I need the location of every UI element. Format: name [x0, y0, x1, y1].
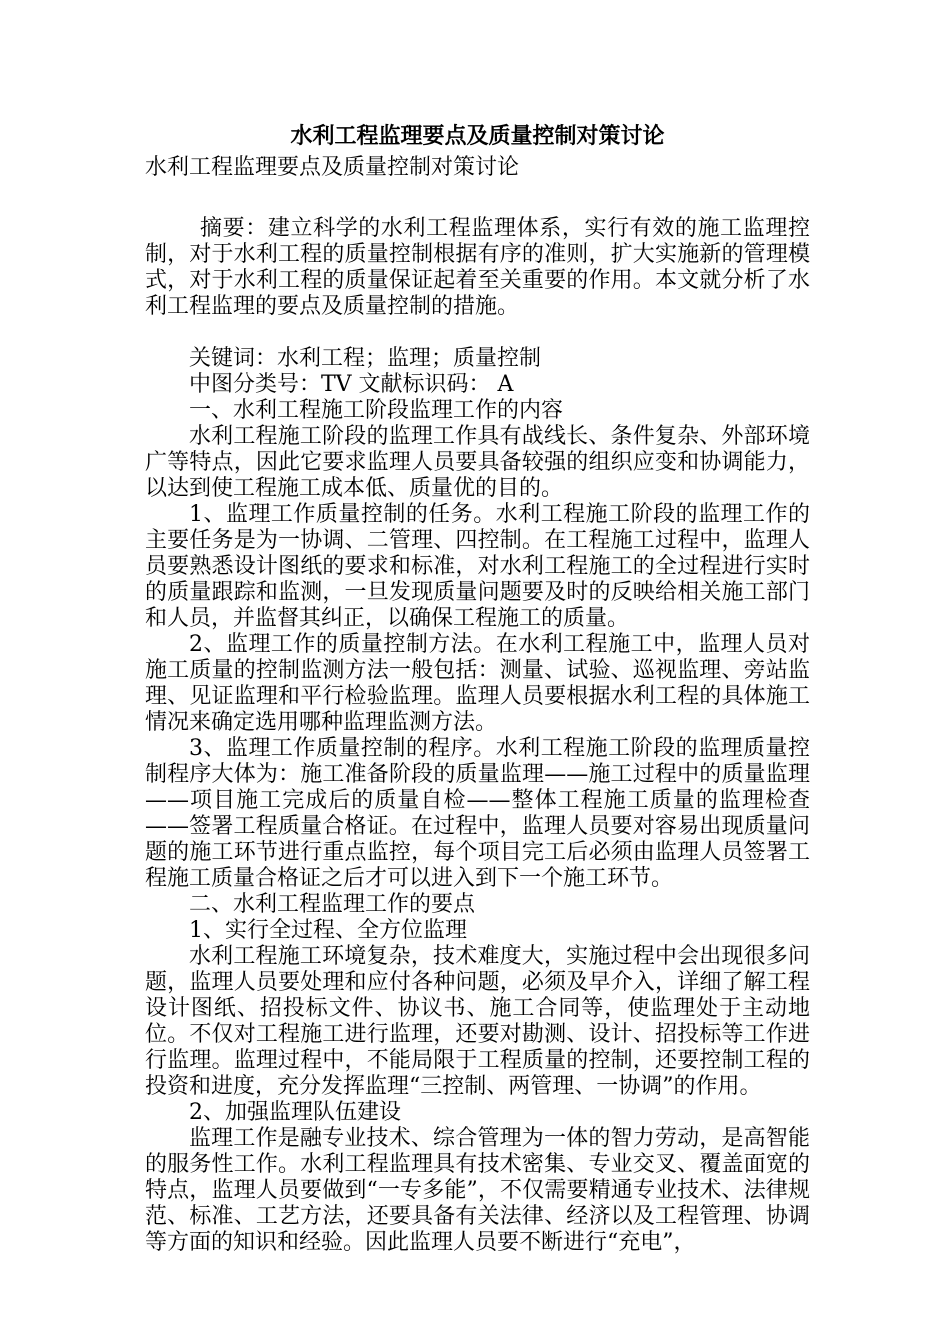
spacer — [145, 320, 810, 346]
section-1-heading: 一、水利工程施工阶段监理工作的内容 — [189, 398, 564, 423]
section-1-paragraph-3: 3、监理工作质量控制的程序。水利工程施工阶段的监理质量控制程序大体为：施工准备阶段的质量监理——施工过程中的质量监理——项目施工完成后的质量自检——整体工程施工质量的监理检查——签署工程质量合格证。在过程中，监理人员要对容易出现质量问题的施工环节进行重点监控，每个项目完工后必须由监理人员签署工程施工质量合格证之后才可以进入到下一个施工环节。 — [145, 736, 810, 891]
section-2-paragraph-2: 监理工作是融专业技术、综合管理为一体的智力劳动，是高智能的服务性工作。水利工程监理具有技术密集、专业交叉、覆盖面宽的特点，监理人员要做到“一专多能”，不仅需要精通专业技术、法律规范、标准、工艺方法，还要具备有关法律、经济以及工程管理、协调等方面的知识和经验。因此监理人员要不断进行“充电”， — [145, 1126, 810, 1255]
section-1-paragraph-1: 1、监理工作质量控制的任务。水利工程施工阶段的监理工作的主要任务是为一协调、二管理、四控制。在工程施工过程中，监理人员要熟悉设计图纸的要求和标准，对水利工程施工的全过程进行实时的质量跟踪和监测，一旦发现质量问题要及时的反映给相关施工部门和人员，并监督其纠正，以确保工程施工的质量。 — [145, 502, 810, 631]
classification-line: 中图分类号：TV 文献标识码： A — [189, 372, 514, 397]
abstract-paragraph: 摘要：建立科学的水利工程监理体系，实行有效的施工监理控制，对于水利工程的质量控制根据有序的准则，扩大实施新的管理模式，对于水利工程的质量保证起着至关重要的作用。本文就分析了水利工程监理的要点及质量控制的措施。 — [145, 216, 810, 319]
document-title: 水利工程监理要点及质量控制对策讨论 — [290, 123, 665, 149]
document-subtitle: 水利工程监理要点及质量控制对策讨论 — [145, 155, 520, 180]
document-page — [145, 120, 810, 1256]
section-1-paragraph-2: 2、监理工作的质量控制方法。在水利工程施工中，监理人员对施工质量的控制监测方法一般包括：测量、试验、巡视监理、旁站监理、见证监理和平行检验监理。监理人员要根据水利工程的具体施工情况来确定选用哪种监理监测方法。 — [145, 632, 810, 735]
section-1-intro: 水利工程施工阶段的监理工作具有战线长、条件复杂、外部环境广等特点，因此它要求监理人员要具备较强的组织应变和协调能力，以达到使工程施工成本低、质量优的目的。 — [145, 424, 810, 501]
keywords-line: 关键词：水利工程；监理；质量控制 — [189, 346, 542, 371]
section-2-heading: 二、水利工程监理工作的要点 — [189, 892, 476, 917]
section-2-subheading-2: 2、加强监理队伍建设 — [189, 1100, 401, 1125]
section-2-paragraph-1: 水利工程施工环境复杂，技术难度大，实施过程中会出现很多问题，监理人员要处理和应付各种问题，必须及早介入，详细了解工程设计图纸、招投标文件、协议书、施工合同等，使监理处于主动地位。不仅对工程施工进行监理，还要对勘测、设计、招投标等工作进行监理。监理过程中，不能局限于工程质量的控制，还要控制工程的投资和进度，充分发挥监理“三控制、两管理、一协调”的作用。 — [145, 944, 810, 1099]
section-2-subheading-1: 1、实行全过程、全方位监理 — [189, 918, 467, 943]
